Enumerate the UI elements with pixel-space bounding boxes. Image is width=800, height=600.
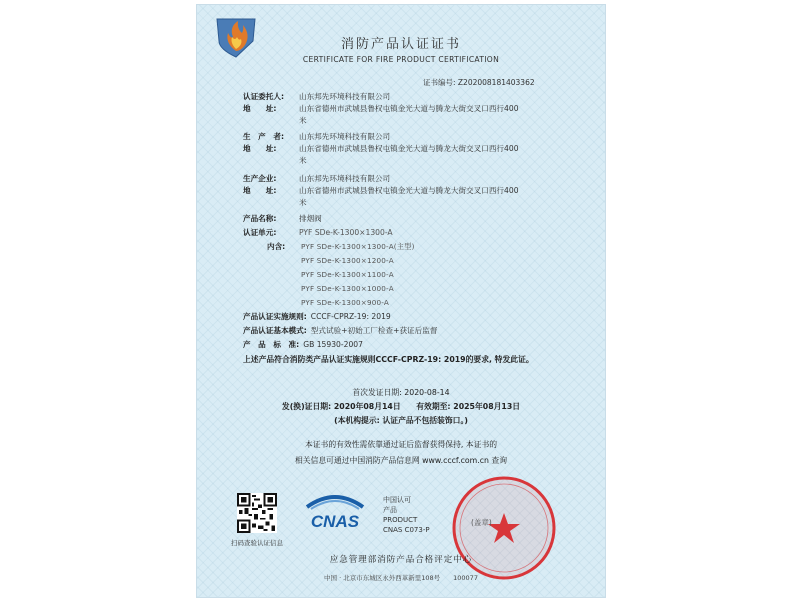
producer-address-value: 山东省德州市武城县鲁权屯镇金光大道与腾龙大街交叉口西行400: [299, 144, 519, 153]
factory-address-label: 地 址:: [243, 186, 277, 195]
factory-address-value: 山东省德州市武城县鲁权屯镇金光大道与腾龙大街交叉口西行400: [299, 186, 519, 195]
certificate-title-en: CERTIFICATE FOR FIRE PRODUCT CERTIFICATION: [302, 55, 500, 64]
factory-address-continued: 米: [299, 198, 307, 207]
agency-hint: (本机构提示: 认证产品不包括装饰口。): [334, 416, 468, 425]
product-label: 产品名称:: [243, 214, 277, 223]
certification-statement: 上述产品符合消防类产品认证实施规则CCCF-CPRZ-19: 2019的要求, 特发此证。: [243, 355, 534, 364]
standard-row: [243, 339, 363, 351]
product-value: 排烟阀: [299, 214, 322, 223]
model-item: PYF SDe-K-1300×1300-A(主型): [301, 242, 415, 251]
unit-row: [243, 227, 393, 239]
client-address-value: 山东省德州市武城县鲁权屯镇金光大道与腾龙大街交叉口西行400: [299, 104, 519, 113]
cnas-line: 产品: [383, 506, 397, 514]
producer-row: [243, 131, 390, 143]
organization-address: 中国 · 北京市东城区永外西革新里108号 100077: [324, 574, 478, 582]
producer-value: 山东邦先环境科技有限公司: [299, 132, 391, 141]
client-address-continued: 米: [299, 116, 307, 125]
official-red-seal-icon: [449, 473, 559, 583]
cnas-line: PRODUCT: [383, 516, 418, 524]
mode-label: 产品认证基本模式:: [243, 326, 307, 335]
unit-label: 认证单元:: [243, 228, 277, 237]
first-issue-date: 首次发证日期: 2020-08-14: [352, 388, 450, 397]
mode-row: [243, 325, 437, 337]
mode-value: 型式试验+初始工厂检查+获证后监督: [310, 326, 438, 335]
issue-and-validity-dates: 发(换)证日期: 2020年08月14日 有效期至: 2025年08月13日: [281, 402, 521, 411]
rule-label: 产品认证实施规则:: [243, 312, 307, 321]
cnas-line: CNAS C073-P: [383, 526, 430, 534]
cnas-logo-icon: [297, 489, 373, 535]
cnas-accreditation-text: [383, 495, 430, 535]
product-row: [243, 213, 322, 225]
client-address-label: 地 址:: [243, 104, 277, 113]
producer-address-label: 地 址:: [243, 144, 277, 153]
model-item: PYF SDe-K-1300×1000-A: [301, 284, 394, 293]
client-row: [243, 91, 390, 103]
qr-caption: 扫码查验认证信息: [231, 539, 283, 547]
factory-value: 山东邦先环境科技有限公司: [299, 174, 391, 183]
validity-note-line-2: 相关信息可通过中国消防产品信息网 www.cccf.com.cn 查询: [294, 456, 508, 465]
contain-row: [267, 241, 299, 253]
producer-label: 生 产 者:: [243, 132, 285, 141]
issuing-organization: 应急管理部消防产品合格评定中心: [329, 555, 473, 565]
client-label: 认证委托人:: [243, 92, 285, 101]
producer-address-row: [243, 143, 519, 155]
standard-value: GB 15930-2007: [303, 340, 363, 349]
standard-label: 产 品 标 准:: [243, 340, 300, 349]
model-item: PYF SDe-K-1300×900-A: [301, 298, 390, 307]
cnas-logo-text: CNAS: [310, 512, 360, 531]
client-address-row: [243, 103, 519, 115]
validity-note-line-1: 本证书的有效性需依靠通过证后监督获得保持, 本证书的: [304, 440, 498, 449]
rule-row: [243, 311, 391, 323]
client-value: 山东邦先环境科技有限公司: [299, 92, 391, 101]
factory-address-row: [243, 185, 519, 197]
unit-first-model: PYF SDe-K-1300×1300-A: [299, 228, 393, 237]
model-item: PYF SDe-K-1300×1200-A: [301, 256, 394, 265]
certificate-number: 证书编号: Z202008181403362: [423, 78, 535, 87]
cnas-line: 中国认可: [383, 496, 411, 504]
factory-label: 生产企业:: [243, 174, 277, 183]
contain-label: 内含:: [267, 242, 286, 251]
certificate-page: [196, 4, 606, 598]
seal-caption: (盖章): [471, 518, 492, 527]
factory-row: [243, 173, 390, 185]
qr-code-icon: [237, 493, 277, 533]
producer-address-continued: 米: [299, 156, 307, 165]
rule-value: CCCF-CPRZ-19: 2019: [310, 312, 391, 321]
certificate-title-cn: 消防产品认证证书: [340, 37, 461, 52]
model-item: PYF SDe-K-1300×1100-A: [301, 270, 394, 279]
